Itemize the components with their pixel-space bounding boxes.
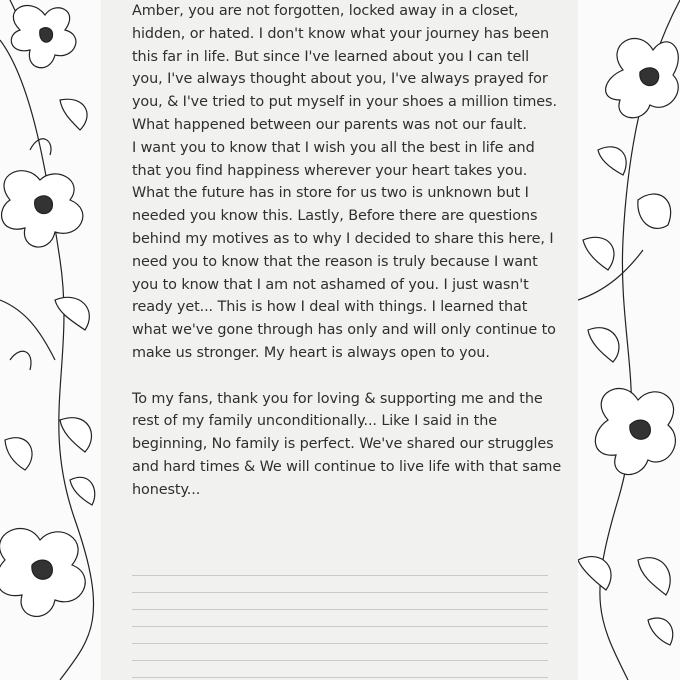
ruled-line (132, 677, 548, 678)
letter-paragraph-3: To my fans, thank you for loving & supporting me and the rest of my family unconditionally... Like I said in the beginning, No family is perfect. We've shared our struggles and hard times & We will continue to live life with that same honesty... (132, 390, 566, 498)
ruled-line (132, 575, 548, 576)
letter-body (132, 0, 566, 502)
letter-paragraph-2: I want you to know that I wish you all the best in life and that you find happiness wherever your heart takes you. What the future has in store for us two is unknown but I needed you know this. Lastly, Before there are questions behind my motives as to why I decided to share this here, I need you to know that the reason is truly because I want you to know that I am not ashamed of you. I just wasn't ready yet... This is how I deal with things. I learned that what we've gone through has only and will only continue to make us stronger. My heart is always open to you. (132, 139, 561, 361)
flower-illustration-left (0, 0, 102, 680)
ruled-line (132, 609, 548, 610)
flower-illustration-right (578, 0, 680, 680)
letter-paragraph-1: Amber, you are not forgotten, locked away in a closet, hidden, or hated. I don't know what your journey has been this far in life. But since I've learned about you I can tell you, I've always thought about you, I've always prayed for you, & I've tried to put myself in your shoes a million times. What happened between our parents was not our fault. (132, 3, 562, 133)
letter-paper (102, 0, 578, 680)
ruled-line (132, 626, 548, 627)
paragraph-gap (132, 365, 562, 388)
ruled-line (132, 592, 548, 593)
floral-border-left (0, 0, 102, 680)
ruled-line (132, 660, 548, 661)
floral-border-right (578, 0, 680, 680)
ruled-line (132, 643, 548, 644)
